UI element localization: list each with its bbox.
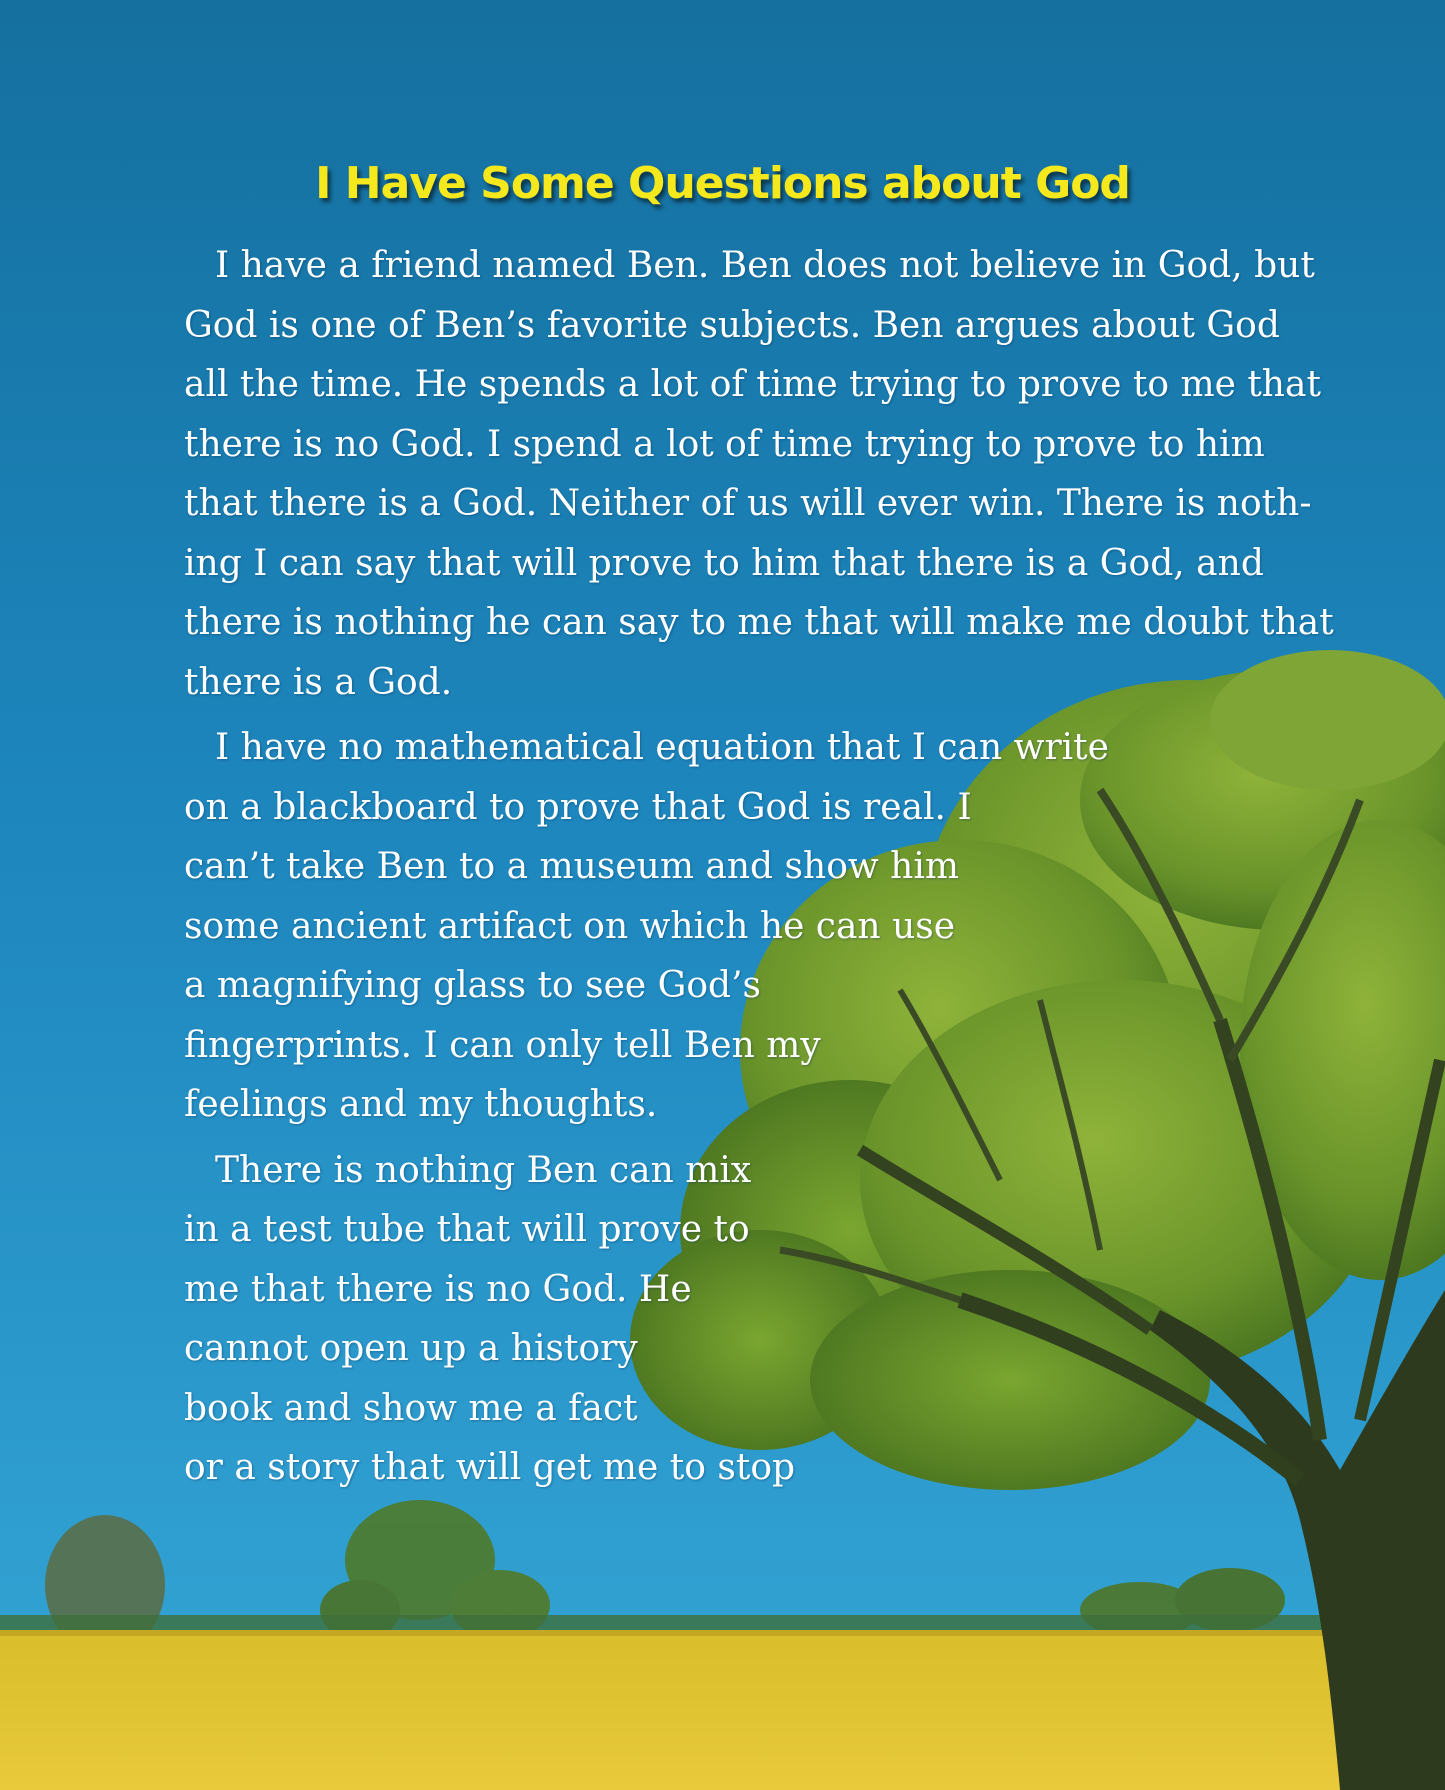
body-text — [184, 236, 1334, 1504]
text-line: There is nothing Ben can mix — [215, 1149, 752, 1191]
text-line: cannot open up a history — [184, 1328, 638, 1369]
text-line: there is a God. — [184, 661, 453, 703]
rapeseed-field — [0, 1630, 1445, 1790]
text-line: me that there is no God. He — [184, 1268, 692, 1310]
paragraph-3 — [184, 1141, 1284, 1498]
paragraph-1 — [184, 236, 1334, 712]
text-line: there is nothing he can say to me that will make me doubt that — [184, 602, 1334, 643]
text-line: a magnifying glass to see God’s — [184, 965, 762, 1006]
text-line: I have no mathematical equation that I can write — [215, 727, 1109, 768]
text-line: book and show me a fact — [184, 1387, 638, 1429]
text-line: that there is a God. Neither of us will ever win. There is noth- — [184, 483, 1312, 524]
text-line: in a test tube that will prove to — [184, 1209, 750, 1250]
text-line: feelings and my thoughts. — [184, 1084, 658, 1125]
text-line: God is one of Ben’s favorite subjects. Ben argues about God — [184, 304, 1280, 346]
text-line: can’t take Ben to a museum and show him — [184, 846, 959, 887]
text-line: I have a friend named Ben. Ben does not believe in God, but — [215, 245, 1315, 286]
text-line: all the time. He spends a lot of time trying to prove to me that — [184, 364, 1321, 405]
text-line: there is no God. I spend a lot of time trying to prove to him — [184, 423, 1265, 465]
text-line: some ancient artifact on which he can use — [184, 905, 956, 947]
text-line: fingerprints. I can only tell Ben my — [184, 1024, 821, 1066]
text-line: or a story that will get me to stop — [184, 1447, 796, 1488]
page-title: I Have Some Questions about God — [315, 158, 1130, 209]
text-line: on a blackboard to prove that God is real. I — [184, 786, 972, 828]
paragraph-2 — [184, 718, 1284, 1135]
text-line: ing I can say that will prove to him that there is a God, and — [184, 542, 1264, 584]
